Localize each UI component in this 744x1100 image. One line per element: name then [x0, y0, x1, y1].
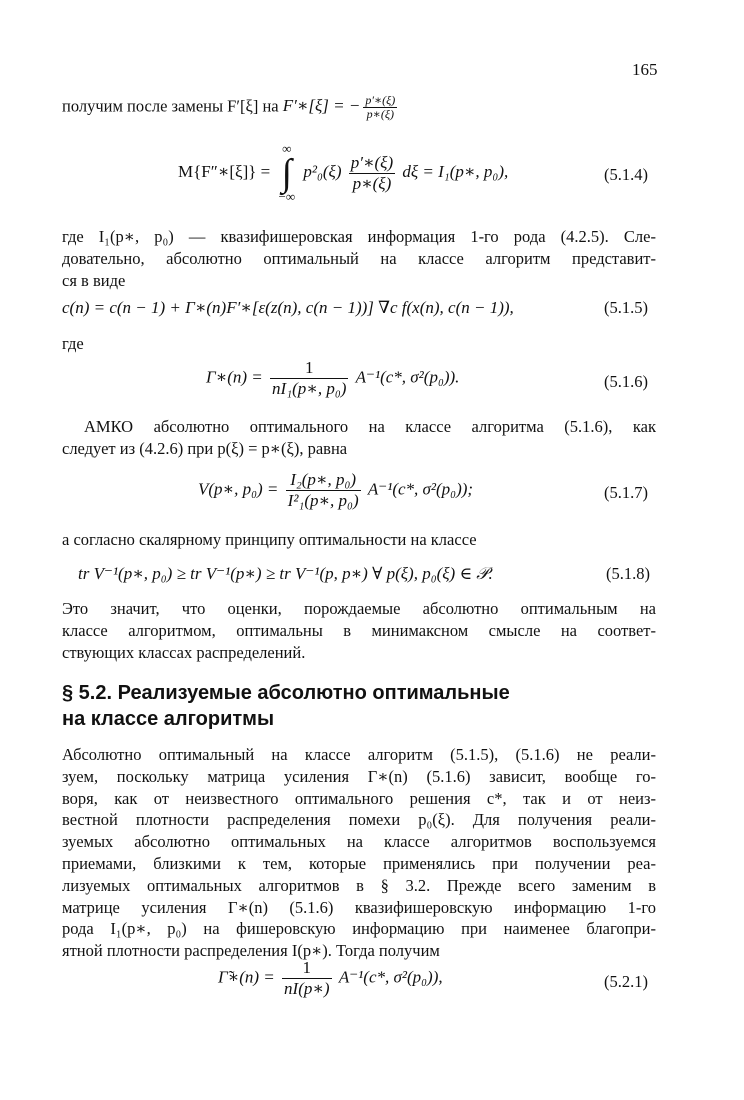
intro-formula: F′∗[ξ] = − $\frac{p'∗(\xi)}{p∗(\xi)}$ — [282, 93, 396, 121]
intro-fraction: $\frac{p'∗(\xi)}{p∗(\xi)}$ — [365, 93, 396, 121]
paragraph-minimax: Это значит, что оценки, порождаемые абсолютно оптимальным на классе алгоритмом, оптимальны в минимаксном смысле на соответ- ствующих классах распределений. — [62, 599, 656, 662]
page-number: 165 — [632, 60, 658, 79]
where-word: где — [62, 334, 84, 353]
equation-5-1-8: tr V⁻¹(p∗, p₀) ≥ tr V⁻¹(p∗) ≥ tr V⁻¹(p, p∗) ∀ p(ξ), p₀(ξ) ∈ 𝒫. — [78, 564, 493, 583]
equation-number: (5.2.1) — [604, 972, 648, 991]
intro-text: получим после замены F′[ξ] на — [62, 96, 279, 116]
paragraph-amko: АМКО абсолютно оптимального на классе алгоритма (5.1.6), как следует из (4.2.6) при p(ξ) = p∗(ξ), равна — [62, 417, 656, 458]
equation-number: (5.1.7) — [604, 483, 648, 502]
equation-5-1-6: Γ∗(n) = $\frac{1}{\text{nI₁(p∗, p₀)}}$ A⁻¹(c*, σ²(p₀)). — [206, 358, 460, 398]
equation-number: (5.1.8) — [606, 564, 650, 583]
equation-5-1-7: V(p∗, p₀) = $\frac{\text{I₂(p∗, p₀)}}{\text{I²₁(p∗, p₀)}}$ A⁻¹(c*, σ²(p₀)); — [198, 470, 474, 510]
fraction: $\frac{\text{I₂(p∗, p₀)}}{\text{I²₁(p∗, p₀)}}$ — [287, 470, 359, 510]
equation-number: (5.1.6) — [604, 372, 648, 391]
equation-5-1-5: c(n) = c(n − 1) + Γ∗(n)F′∗[ε(z(n), c(n − 1))] ∇c f(x(n), c(n − 1)), — [62, 298, 514, 317]
fraction: $\frac{1}{\text{nI₁(p∗, p₀)}}$ — [272, 358, 347, 398]
paragraph-realizable-algorithms: Абсолютно оптимальный на классе алгоритм (5.1.5), (5.1.6) не реали- зуем, поскольку матрица усиления Γ∗(n) (5.1.6) зависит, вообще го- воря, как от неизвестного оптимального решения c*, так и от неиз- вестной плотности распределения помехи p₀(ξ). Для получения реали- зуемых абсолютно оптимальных на классе алгоритмов воспользуемся приемами, близкими к тем, которые применялись при получении реа- лизуемых оптимальных алгоритмов в § 3.2. Прежде всего заменим в матрице усиления Γ∗(n) (5.1.6) квазифишеровскую информацию 1-го рода I₁(p∗, p₀) на фишеровскую информацию при наименее благопри- ятной плотности распределения I(p∗). Тогда получим — [62, 745, 656, 961]
equation-5-1-4: M{F″∗[ξ]} = ∞ ∫ −∞ p²₀(ξ) $\frac{p'∗(\xi)}{p∗(\xi)}$ dξ = I₁(p∗, p₀), — [178, 141, 509, 204]
equation-number: (5.1.5) — [604, 298, 648, 317]
equation-5-2-1: Γ̃∗(n) = $\frac{1}{nI(p∗)}$ A⁻¹(c*, σ²(p₀)), — [218, 958, 443, 998]
paragraph-scalar-principle: а согласно скалярному принципу оптимальности на классе — [62, 530, 477, 549]
section-heading: § 5.2. Реализуемые абсолютно оптимальные на классе алгоритмы — [62, 682, 510, 730]
intro-line — [62, 94, 400, 121]
fraction: $\frac{p'∗(\xi)}{p∗(\xi)}$ — [350, 152, 394, 193]
fraction: $\frac{1}{nI(p∗)}$ — [284, 958, 330, 998]
integral-sign: ∞ ∫ −∞ — [278, 141, 296, 204]
equation-number: (5.1.4) — [604, 165, 648, 184]
paragraph-quasi-fisher: где I₁(p∗, p₀) — квазифишеровская информация 1-го рода (4.2.5). Сле- довательно, абсолютно оптимальный на классе алгоритм представит- ся в виде — [62, 227, 656, 290]
